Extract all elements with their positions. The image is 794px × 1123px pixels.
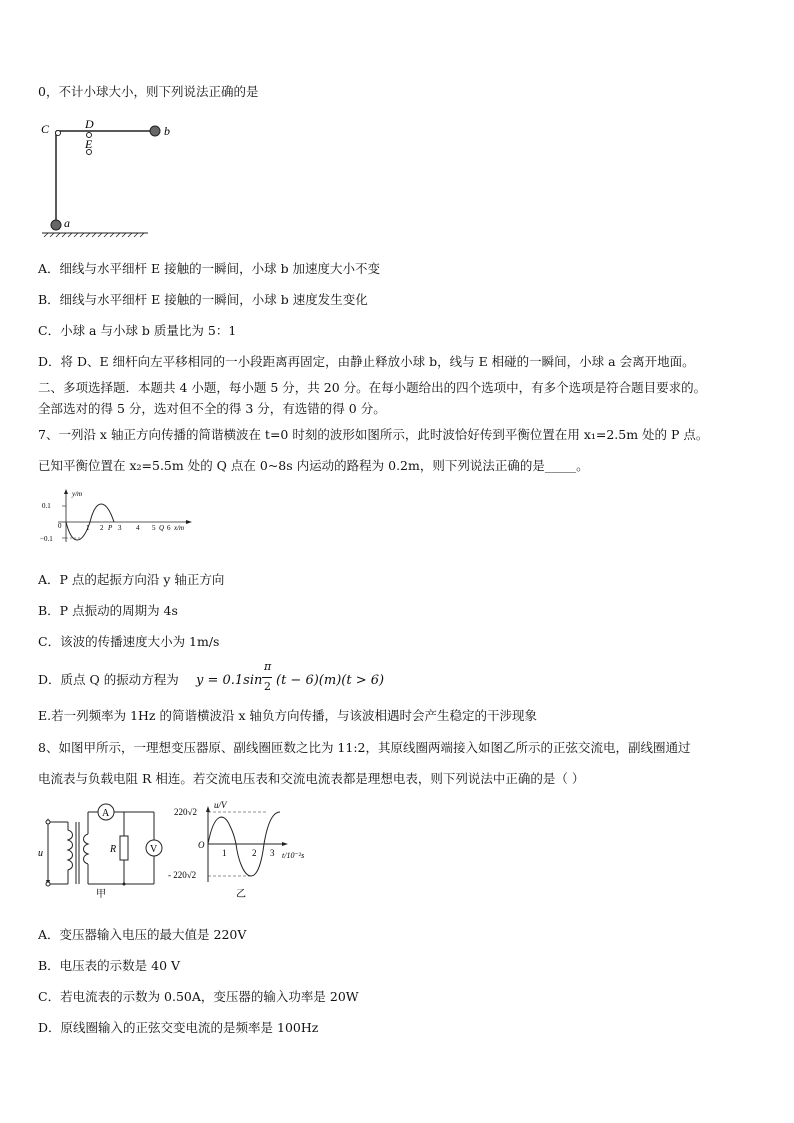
q8-voltmeter-label: V <box>150 844 158 855</box>
q8-trough: - 220√2 <box>168 870 197 880</box>
q7-option-e: E.若一列频率为 1Hz 的简谐横波沿 x 轴负方向传播，与该波相遇时会产生稳定的干涉现象 <box>38 708 537 723</box>
label-b: b <box>164 124 170 138</box>
q6-stem: 0，不计小球大小，则下列说法正确的是 <box>38 84 259 99</box>
q7-xlabel: x/m <box>174 524 185 532</box>
q6-option-b: B．细线与水平细杆 E 接触的一瞬间，小球 b 速度发生变化 <box>38 292 368 307</box>
q8-tick-1: 1 <box>222 848 227 858</box>
q7-tick-5: 5 <box>152 524 156 532</box>
q7-tick-1: 1 <box>86 524 90 532</box>
q8-label-yi: 乙 <box>236 889 246 900</box>
label-C: C <box>41 122 50 136</box>
q8-label-u: u <box>38 848 43 859</box>
q6-figure <box>38 115 188 240</box>
q7-option-d-prefix: D．质点 Q 的振动方程为 <box>38 672 179 687</box>
label-E: E <box>85 137 93 151</box>
q8-option-a: A．变压器输入电压的最大值是 220V <box>38 927 247 942</box>
q6-option-c: C．小球 a 与小球 b 质量比为 5：1 <box>38 323 237 338</box>
q8-ammeter-label: A <box>102 808 110 819</box>
q7-tick-4: 4 <box>136 524 140 532</box>
q8-line1: 8、如图甲所示，一理想变压器原、副线圈匝数之比为 11:2，其原线圈两端接入如图乙所示的正弦交流电，副线圈通过 <box>38 740 691 755</box>
q7-tick-2: 2 <box>100 524 104 532</box>
q7-ypos: 0.1 <box>42 502 51 510</box>
q7-tick-3: 3 <box>118 524 122 532</box>
q8-peak: 220√2 <box>174 807 197 817</box>
q7-label-P: P <box>108 524 113 532</box>
formula-den: 2 <box>264 680 271 693</box>
q8-tick-2: 2 <box>252 848 257 858</box>
q7-line2: 已知平衡位置在 x₂=5.5m 处的 Q 点在 0~8s 内运动的路程为 0.2m，则下列说法正确的是_____。 <box>38 458 589 473</box>
q7-line1: 7、一列沿 x 轴正方向传播的简谐横波在 t=0 时刻的波形如图所示，此时波恰好传到平衡位置在用 x₁=2.5m 处的 P 点。 <box>38 427 709 442</box>
q8-origin: O <box>198 840 205 850</box>
q8-resistor-label: R <box>110 844 117 855</box>
section2-line2: 全部选对的得 5 分，选对但不全的得 3 分，有选错的得 0 分。 <box>38 401 386 416</box>
q8-option-d: D．原线圈输入的正弦交变电流的是频率是 100Hz <box>38 1020 319 1035</box>
q7-wave-graph <box>38 488 198 548</box>
formula-num: π <box>264 660 272 673</box>
label-D: D <box>85 117 94 131</box>
q7-origin: 0 <box>58 522 62 530</box>
label-a: a <box>64 216 70 230</box>
q7-label-Q: Q <box>159 524 165 532</box>
q7-option-c: C．该波的传播速度大小为 1m/s <box>38 634 220 649</box>
q7-option-d <box>38 672 179 688</box>
q8-circuit-figure <box>38 800 318 900</box>
section2-line1: 二、多项选择题．本题共 4 小题，每小题 5 分，共 20 分。在每小题给出的四个选项中，有多个选项是符合题目要求的。 <box>38 380 707 395</box>
q8-option-c: C．若电流表的示数为 0.50A，变压器的输入功率是 20W <box>38 989 359 1004</box>
formula-y: y = 0.1sin <box>196 673 263 688</box>
q8-option-b: B．电压表的示数是 40 V <box>38 958 181 973</box>
q6-option-d: D．将 D、E 细杆向左平移相同的一小段距离再固定，由静止释放小球 b，线与 E 相碰的一瞬间，小球 a 会离开地面。 <box>38 354 695 369</box>
q8-ulabel: u/V <box>214 800 227 810</box>
q7-tick-6: 6 <box>167 524 171 532</box>
q7-yneg: −0.1 <box>40 535 53 543</box>
q8-line2: 电流表与负载电阻 R 相连。若交流电压表和交流电流表都是理想电表，则下列说法中正确的是（ ） <box>38 771 585 786</box>
formula-rest: (t − 6)(m)(t > 6) <box>276 673 385 688</box>
q7-option-a: A．P 点的起振方向沿 y 轴正方向 <box>38 572 225 587</box>
q8-tlabel: t/10⁻²s <box>282 851 305 860</box>
q7-option-b: B．P 点振动的周期为 4s <box>38 603 178 618</box>
q7-ylabel: y/m <box>72 490 83 498</box>
q8-label-jia: 甲 <box>96 889 106 900</box>
q6-option-a: A．细线与水平细杆 E 接触的一瞬间，小球 b 加速度大小不变 <box>38 261 381 276</box>
q8-tick-3: 3 <box>270 848 275 858</box>
